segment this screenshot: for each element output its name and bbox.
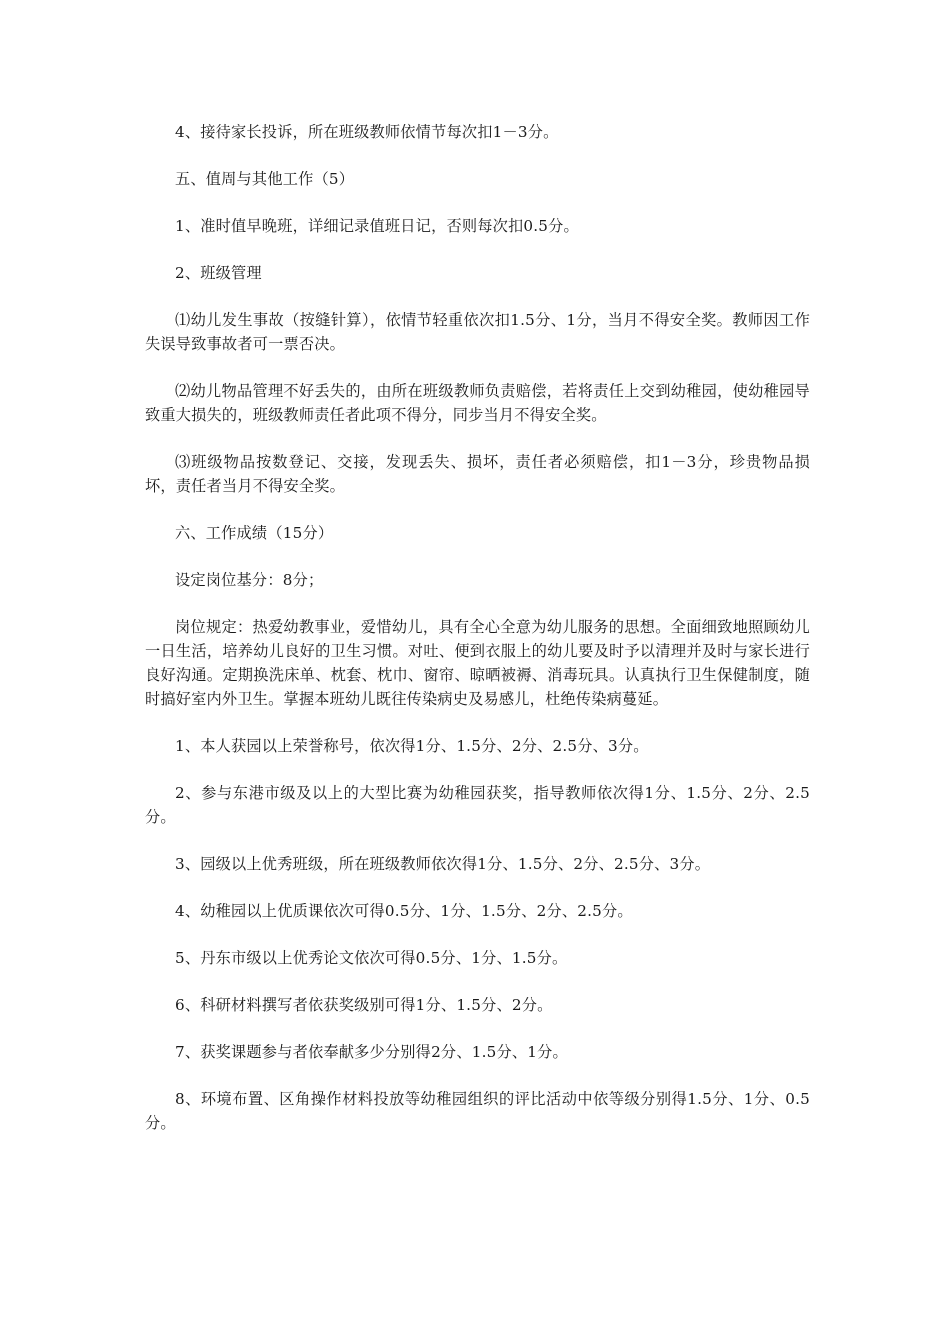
paragraph-excellent-paper: 5、丹东市级以上优秀论文依次可得0.5分、1分、1.5分。 <box>175 949 568 967</box>
paragraph-child-items-loss: ⑵幼儿物品管理不好丢失的，由所在班级教师负责赔偿，若将责任上交到幼稚园，使幼稚园导致重大损失的，班级教师责任者此项不得分，同步当月不得安全奖。 <box>145 382 810 424</box>
document-page <box>145 120 810 1158</box>
paragraph-honor-title: 1、本人获园以上荣誉称号，依次得1分、1.5分、2分、2.5分、3分。 <box>175 737 649 755</box>
paragraph-competition-award: 2、参与东港市级及以上的大型比赛为幼稚园获奖，指导教师依次得1分、1.5分、2分、2.5分。 <box>145 784 810 826</box>
paragraph-base-score: 设定岗位基分：8分； <box>175 571 324 589</box>
paragraph-class-items-register: ⑶班级物品按数登记、交接，发现丢失、损坏，责任者必须赔偿，扣1－3分，珍贵物品损坏，责任者当月不得安全奖。 <box>145 453 810 495</box>
paragraph-job-requirements: 岗位规定：热爱幼教事业，爱惜幼儿，具有全心全意为幼儿服务的思想。全面细致地照顾幼儿一日生活，培养幼儿良好的卫生习惯。对吐、便到衣服上的幼儿要及时予以清理并及时与家长进行良好沟通。定期换洗床单、枕套、枕巾、窗帘、晾晒被褥、消毒玩具。认真执行卫生保健制度，随时搞好室内外卫生。掌握本班幼儿既往传染病史及易感儿，杜绝传染病蔓延。 <box>145 618 810 708</box>
section-heading-duty-other-work: 五、值周与其他工作（5） <box>175 170 355 188</box>
paragraph-quality-lesson: 4、幼稚园以上优质课依次可得0.5分、1分、1.5分、2分、2.5分。 <box>175 902 633 920</box>
paragraph-environment-evaluation: 8、环境布置、区角操作材料投放等幼稚园组织的评比活动中依等级分别得1.5分、1分、0.5分。 <box>145 1090 810 1132</box>
section-heading-work-performance: 六、工作成绩（15分） <box>175 524 334 542</box>
paragraph-research-material: 6、科研材料撰写者依获奖级别可得1分、1.5分、2分。 <box>175 996 553 1014</box>
paragraph-complaint-deduction: 4、接待家长投诉，所在班级教师依情节每次扣1－3分。 <box>175 123 559 141</box>
paragraph-class-management-heading: 2、班级管理 <box>175 264 262 282</box>
paragraph-child-accident: ⑴幼儿发生事故（按缝针算），依情节轻重依次扣1.5分、1分，当月不得安全奖。教师因工作失误导致事故者可一票否决。 <box>145 311 810 353</box>
paragraph-research-project: 7、获奖课题参与者依奉献多少分别得2分、1.5分、1分。 <box>175 1043 568 1061</box>
paragraph-duty-shift: 1、准时值早晚班，详细记录值班日记，否则每次扣0.5分。 <box>175 217 579 235</box>
paragraph-excellent-class: 3、园级以上优秀班级，所在班级教师依次得1分、1.5分、2分、2.5分、3分。 <box>175 855 711 873</box>
